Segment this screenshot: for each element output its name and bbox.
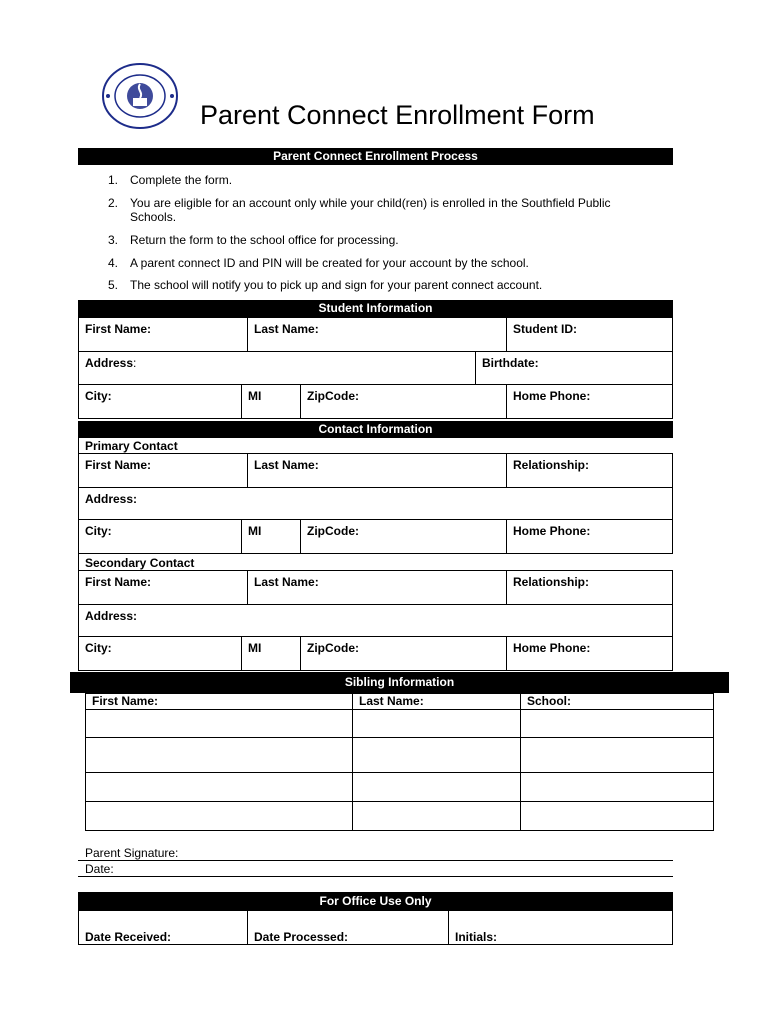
primary-mi-field[interactable]: MI [241, 519, 301, 554]
form-title: Parent Connect Enrollment Form [200, 100, 595, 130]
sibling-row-2-school[interactable] [520, 737, 714, 773]
sibling-school-header: School: [520, 693, 714, 710]
sibling-row-3-school[interactable] [520, 772, 714, 802]
primary-address-field[interactable]: Address: [78, 487, 673, 520]
process-step: 2. You are eligible for an account only while your child(ren) is enrolled in the Southfield Public Schools. [108, 196, 611, 224]
sibling-row-1-first-name[interactable] [85, 709, 353, 738]
sibling-row-1-last-name[interactable] [352, 709, 521, 738]
sibling-last-name-header: Last Name: [352, 693, 521, 710]
student-city-field[interactable]: City: [78, 384, 242, 419]
secondary-contact-divider [78, 553, 79, 571]
primary-last-name-field[interactable]: Last Name: [247, 453, 507, 488]
primary-city-field[interactable]: City: [78, 519, 242, 554]
process-heading: Parent Connect Enrollment Process [78, 148, 673, 165]
secondary-address-field[interactable]: Address: [78, 604, 673, 637]
sibling-row-4-first-name[interactable] [85, 801, 353, 831]
secondary-home-phone-field[interactable]: Home Phone: [506, 636, 673, 671]
student-mi-field[interactable]: MI [241, 384, 301, 419]
sibling-row-1-school[interactable] [520, 709, 714, 738]
sibling-row-2-last-name[interactable] [352, 737, 521, 773]
process-step: 4. A parent connect ID and PIN will be created for your account by the school. [108, 256, 529, 270]
sibling-row-3-first-name[interactable] [85, 772, 353, 802]
student-address-field[interactable]: Address: [78, 351, 476, 385]
primary-first-name-field[interactable]: First Name: [78, 453, 248, 488]
primary-relationship-field[interactable]: Relationship: [506, 453, 673, 488]
secondary-zipcode-field[interactable]: ZipCode: [300, 636, 507, 671]
parent-signature-label: Parent Signature: [85, 846, 179, 860]
sibling-row-4-last-name[interactable] [352, 801, 521, 831]
secondary-mi-field[interactable]: MI [241, 636, 301, 671]
student-id-field[interactable]: Student ID: [506, 317, 673, 352]
sibling-info-heading: Sibling Information [70, 672, 729, 693]
secondary-city-field[interactable]: City: [78, 636, 242, 671]
contact-info-heading: Contact Information [78, 421, 673, 438]
primary-contact-label: Primary Contact [85, 439, 178, 453]
primary-zipcode-field[interactable]: ZipCode: [300, 519, 507, 554]
student-info-heading: Student Information [78, 300, 673, 317]
secondary-first-name-field[interactable]: First Name: [78, 570, 248, 605]
secondary-relationship-field[interactable]: Relationship: [506, 570, 673, 605]
sibling-row-2-first-name[interactable] [85, 737, 353, 773]
secondary-contact-label: Secondary Contact [85, 556, 195, 570]
student-home-phone-field[interactable]: Home Phone: [506, 384, 673, 419]
date-label: Date: [85, 862, 114, 876]
parent-signature-line[interactable] [78, 860, 673, 861]
date-received-field[interactable]: Date Received: [78, 910, 248, 945]
primary-home-phone-field[interactable]: Home Phone: [506, 519, 673, 554]
secondary-last-name-field[interactable]: Last Name: [247, 570, 507, 605]
date-processed-field[interactable]: Date Processed: [247, 910, 449, 945]
process-step: 3. Return the form to the school office for processing. [108, 233, 399, 247]
sibling-row-4-school[interactable] [520, 801, 714, 831]
student-last-name-field[interactable]: Last Name: [247, 317, 507, 352]
sibling-row-3-last-name[interactable] [352, 772, 521, 802]
initials-field[interactable]: Initials: [448, 910, 673, 945]
student-first-name-field[interactable]: First Name: [78, 317, 248, 352]
office-use-heading: For Office Use Only [78, 892, 673, 910]
process-step: 5. The school will notify you to pick up and sign for your parent connect account. [108, 278, 543, 292]
district-seal-logo [100, 62, 180, 130]
process-step: 1. Complete the form. [108, 173, 233, 187]
student-zipcode-field[interactable]: ZipCode: [300, 384, 507, 419]
sibling-first-name-header: First Name: [85, 693, 353, 710]
date-line[interactable] [78, 876, 673, 877]
student-birthdate-field[interactable]: Birthdate: [475, 351, 673, 385]
